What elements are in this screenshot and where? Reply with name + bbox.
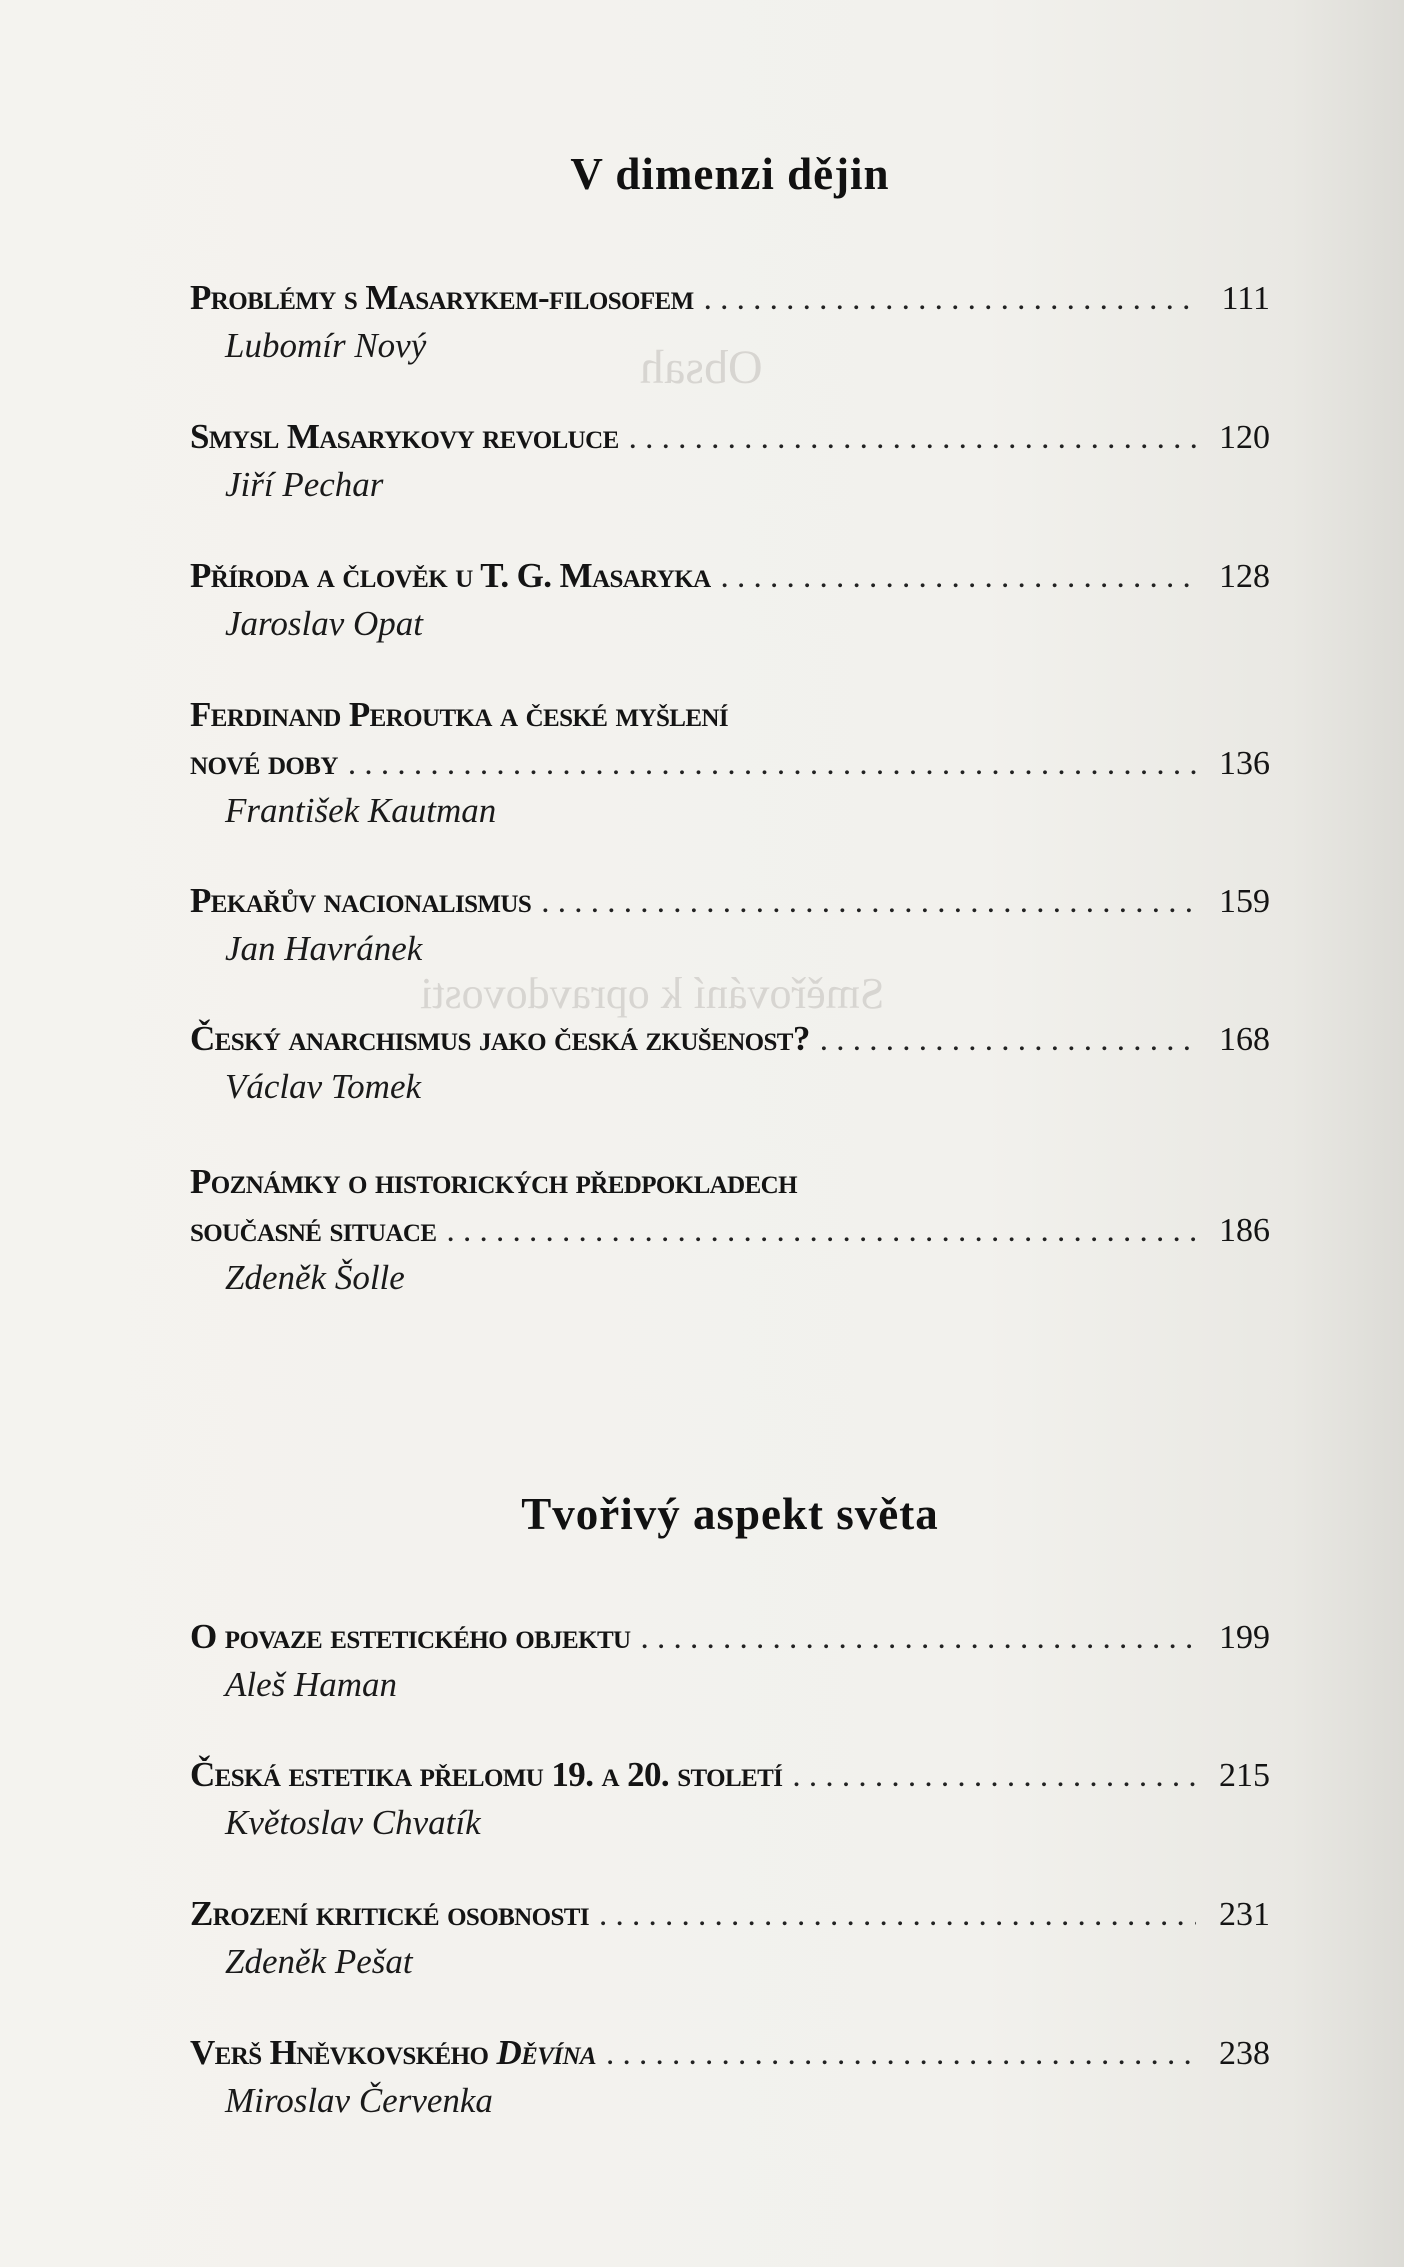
entry-author: Zdeněk Šolle: [225, 1258, 405, 1297]
page-number: 238: [1219, 2035, 1270, 2072]
page-number: 231: [1219, 1896, 1270, 1933]
section-title: Tvořivý aspekt světa: [521, 1489, 939, 1539]
page-number: 111: [1221, 280, 1270, 317]
leader-dots: [704, 281, 1196, 318]
entry-title: Příroda a člověk u T. G. Masaryka: [190, 556, 711, 595]
leader-dots: [721, 559, 1196, 596]
leader-dots: [446, 1213, 1196, 1250]
page-number: 136: [1219, 745, 1270, 782]
page-number: 199: [1219, 1619, 1270, 1656]
toc-entry[interactable]: [190, 2033, 1270, 2129]
leader-dots: [641, 1620, 1197, 1657]
show-through-heading: Obsah: [640, 341, 763, 394]
entry-title: [190, 2033, 596, 2073]
entry-title: nové doby: [190, 743, 338, 782]
page-number: 159: [1219, 883, 1270, 920]
entry-author: Aleš Haman: [225, 1665, 398, 1704]
entry-author: Lubomír Nový: [225, 326, 427, 365]
toc-entry[interactable]: [190, 1755, 1270, 1851]
leader-dots: [606, 2036, 1196, 2073]
show-through-heading-2: Směřování k opravdovosti: [420, 969, 885, 1018]
entry-title: Česká estetika přelomu 19. a 20. století: [190, 1755, 783, 1794]
entry-title: Smysl Masarykovy revoluce: [190, 417, 619, 456]
toc-entry[interactable]: [190, 1162, 1270, 1306]
entry-title-line: [190, 278, 1270, 326]
toc-entry[interactable]: [190, 1019, 1270, 1115]
entry-author: Květoslav Chvatík: [225, 1803, 481, 1842]
toc-entry[interactable]: [190, 881, 1270, 977]
entry-title-line: [190, 556, 1270, 604]
page-number: 215: [1219, 1757, 1270, 1794]
leader-dots: [629, 420, 1196, 457]
toc-entry[interactable]: [190, 1894, 1270, 1990]
toc-entry[interactable]: [190, 417, 1270, 513]
entry-title-line: [190, 881, 1270, 929]
entry-title: Pekařův nacionalismus: [190, 881, 532, 920]
toc-entry[interactable]: [190, 278, 1270, 374]
entry-title-line: [190, 1894, 1270, 1942]
leader-dots: [348, 746, 1196, 783]
entry-title: O povaze estetického objektu: [190, 1617, 631, 1656]
toc-entry[interactable]: [190, 556, 1270, 652]
entry-title-line: [190, 2033, 1270, 2081]
entry-title-line: [190, 1210, 1270, 1258]
leader-dots: [599, 1897, 1196, 1934]
entry-author: Jaroslav Opat: [225, 604, 423, 643]
leader-dots: [541, 884, 1196, 921]
entry-title-line: [190, 417, 1270, 465]
entry-author: Jan Havránek: [225, 929, 423, 968]
entry-title: Český anarchismus jako česká zkušenost?: [190, 1019, 810, 1058]
entry-title-prefix: Verš Hněvkovského: [190, 2033, 497, 2072]
entry-title-line: [190, 1019, 1270, 1067]
toc-entry[interactable]: [190, 1617, 1270, 1713]
entry-title: současné situace: [190, 1210, 437, 1249]
page-number: 120: [1219, 419, 1270, 456]
entry-title-emphasis: Děvína: [496, 2033, 596, 2072]
entry-title: Problémy s Masarykem-filosofem: [190, 278, 694, 317]
leader-dots: [820, 1022, 1196, 1059]
entry-title-first-line: Poznámky o historických předpokladech: [190, 1162, 797, 1201]
entry-title-line: [190, 743, 1270, 791]
entry-author: Miroslav Červenka: [225, 2081, 493, 2120]
page-number: 128: [1219, 558, 1270, 595]
entry-author: Zdeněk Pešat: [225, 1942, 413, 1981]
page-number: 186: [1219, 1212, 1270, 1249]
entry-author: František Kautman: [225, 791, 497, 830]
entry-title-line: [190, 1755, 1270, 1803]
section-title: V dimenzi dějin: [570, 149, 890, 199]
entry-author: Jiří Pechar: [225, 465, 384, 504]
entry-title-first-line: Ferdinand Peroutka a české myšlení: [190, 695, 728, 734]
page-number: 168: [1219, 1021, 1270, 1058]
toc-entry[interactable]: [190, 695, 1270, 839]
entry-author: Václav Tomek: [225, 1067, 422, 1106]
entry-title: Zrození kritické osobnosti: [190, 1894, 589, 1933]
leader-dots: [792, 1758, 1196, 1795]
entry-title-line: [190, 1617, 1270, 1665]
